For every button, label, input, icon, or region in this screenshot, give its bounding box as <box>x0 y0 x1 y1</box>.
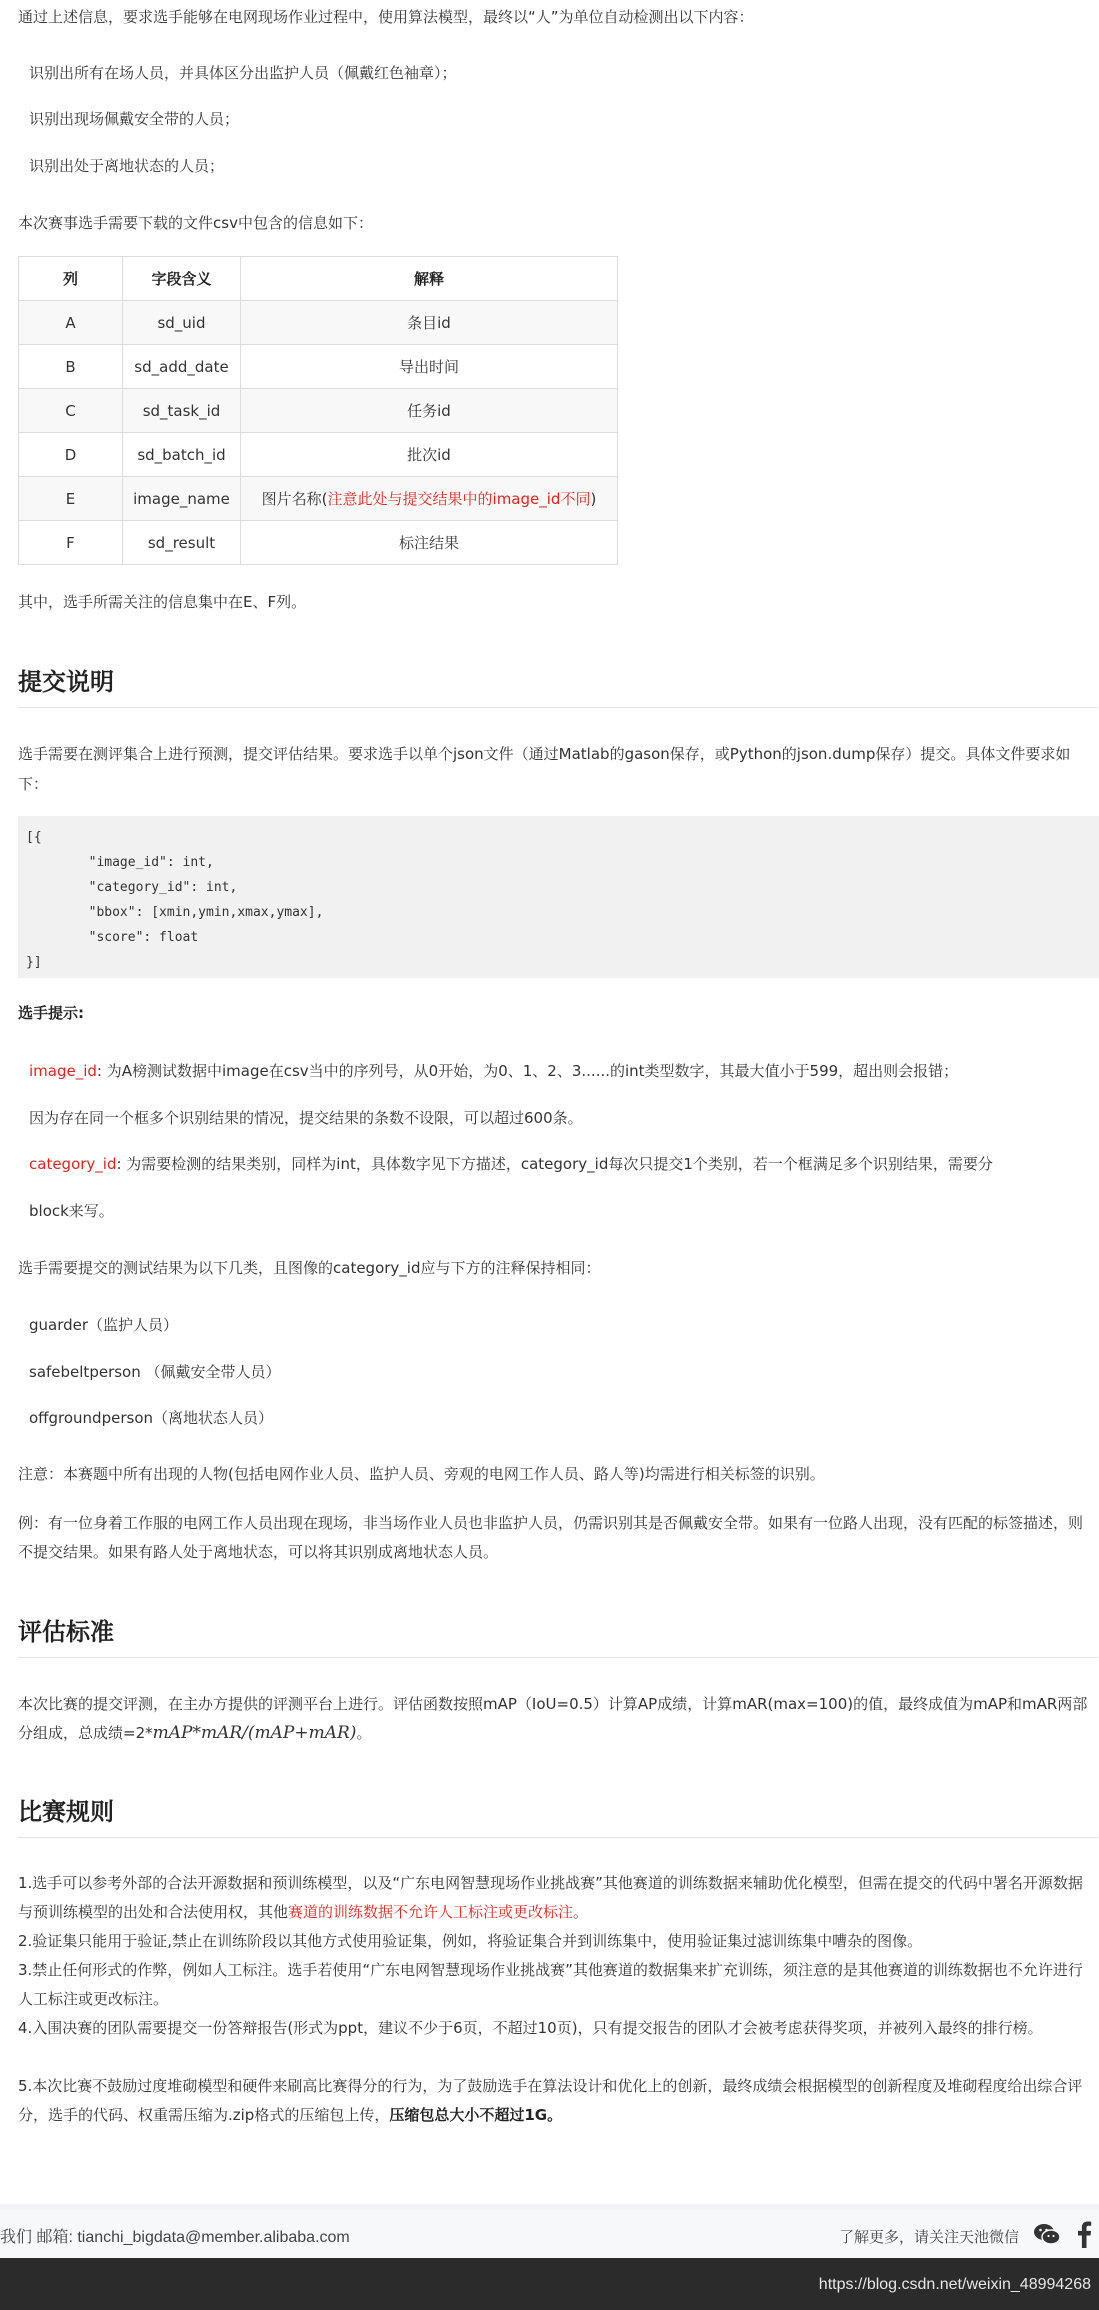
table-cell: 导出时间 <box>241 345 618 389</box>
category-id-text: : 为需要检测的结果类别，同样为int，具体数字见下方描述，category_id每次只提交1个类别，若一个框满足多个识别结果，需要分 <box>116 1155 993 1173</box>
table-cell: 批次id <box>241 433 618 477</box>
eval-paragraph <box>18 1690 1088 1748</box>
intro-item-1: 识别出所有在场人员，并具体区分出监护人员（佩戴红色袖章）； <box>29 64 457 82</box>
rule-1-end: 。 <box>573 1903 589 1921</box>
classes-intro: 选手需要提交的测试结果为以下几类，且图像的category_id应与下方的注释保持相同： <box>18 1259 601 1277</box>
table-cell: image_name <box>123 477 241 521</box>
image-id-text: : 为A榜测试数据中image在csv当中的序列号，从0开始，为0、1、2、3......的int类型数字，其最大值小于599，超出则会报错； <box>96 1062 959 1080</box>
table-cell-with-note <box>241 477 618 521</box>
class-item-offgroundperson: offgroundperson（离地状态人员） <box>29 1409 273 1427</box>
table-cell: sd_batch_id <box>123 433 241 477</box>
example-paragraph: 例：有一位身着工作服的电网工作人员出现在现场，非当场作业人员也非监护人员，仍需识别其是否佩戴安全带。如果有一位路人出现，没有匹配的标签描述，则不提交结果。如果有路人处于离地状态，可以将其识别成离地状态人员。 <box>18 1514 1084 1561</box>
table-cell: B <box>19 345 123 389</box>
note-paragraph: 注意：本赛题中所有出现的人物(包括电网作业人员、监护人员、旁观的电网工作人员、路人等)均需进行相关标签的识别。 <box>18 1465 825 1483</box>
rule-5 <box>18 2072 1088 2130</box>
table-header-cell: 列 <box>19 257 123 301</box>
table-cell: 标注结果 <box>241 521 618 565</box>
intro-line: 通过上述信息，要求选手能够在电网现场作业过程中，使用算法模型，最终以“人”为单位自动检测出以下内容： <box>18 8 754 26</box>
table-cell: 任务id <box>241 389 618 433</box>
eval-text: 本次比赛的提交评测，在主办方提供的评测平台上进行。评估函数按照mAP（IoU=0.5）计算AP成绩，计算mAR(max=100)的值，最终成值为mAP和mAR两部分组成，总成绩=2* <box>18 1695 1088 1742</box>
table-row <box>19 345 618 389</box>
submit-description: 选手需要在测评集合上进行预测，提交评估结果。要求选手以单个json文件（通过Matlab的gason保存，或Python的json.dump保存）提交。具体文件要求如下： <box>18 745 1071 793</box>
table-header-cell: 解释 <box>241 257 618 301</box>
rule-1-red: 赛道的训练数据不允许人工标注或更改标注 <box>288 1903 574 1921</box>
table-header-cell: 字段含义 <box>123 257 241 301</box>
rule-1 <box>18 1869 1088 1927</box>
wechat-icon[interactable] <box>1033 2222 1061 2246</box>
table-cell: F <box>19 521 123 565</box>
facebook-icon[interactable] <box>1075 2220 1093 2248</box>
site-footer <box>0 2210 1099 2258</box>
eval-heading: 评估标准 <box>18 1612 1098 1658</box>
after-table-note: 其中，选手所需关注的信息集中在E、F列。 <box>18 593 307 611</box>
table-cell: D <box>19 433 123 477</box>
rule-3: 3.禁止任何形式的作弊，例如人工标注。选手若使用“广东电网智慧现场作业挑战赛”其他赛道的数据集来扩充训练，须注意的是其他赛道的训练数据也不允许进行人工标注或更改标注。 <box>18 1961 1083 2008</box>
table-row <box>19 477 618 521</box>
image-id-key: image_id <box>29 1062 97 1080</box>
intro-item-2: 识别出现场佩戴安全带的人员； <box>29 110 240 128</box>
watermark-bar <box>0 2258 1099 2310</box>
json-code-block: [{ "image_id": int, "category_id": int, "bbox": [xmin,ymin,xmax,ymax], "score": float }] <box>18 816 1099 978</box>
table-cell-red-note: 注意此处与提交结果中的image_id不同 <box>327 490 591 508</box>
table-cell: 条目id <box>241 301 618 345</box>
class-item-guarder: guarder（监护人员） <box>29 1316 179 1334</box>
table-row <box>19 389 618 433</box>
table-row <box>19 301 618 345</box>
table-row <box>19 433 618 477</box>
class-item-safebeltperson: safebeltperson （佩戴安全带人员） <box>29 1363 281 1381</box>
category-id-tip-2: block来写。 <box>29 1202 114 1220</box>
category-id-key: category_id <box>29 1155 117 1173</box>
table-cell: sd_result <box>123 521 241 565</box>
rule-1-text: 1.选手可以参考外部的合法开源数据和预训练模型，以及“广东电网智慧现场作业挑战赛”其他赛道的训练数据来辅助优化模型，但需在提交的代码中署名开源数据与预训练模型的出处和合法使用权，其他 <box>18 1874 1083 1921</box>
rule-2: 2.验证集只能用于验证,禁止在训练阶段以其他方式使用验证集，例如，将验证集合并到训练集中，使用验证集过滤训练集中嘈杂的图像。 <box>18 1932 923 1950</box>
table-cell: sd_task_id <box>123 389 241 433</box>
rule-5-bold: 压缩包总大小不超过1G。 <box>389 2106 563 2124</box>
table-cell: E <box>19 477 123 521</box>
table-cell: sd_add_date <box>123 345 241 389</box>
csv-intro: 本次赛事选手需要下载的文件csv中包含的信息如下： <box>18 214 373 232</box>
category-id-tip <box>29 1152 1089 1176</box>
tips-title: 选手提示: <box>18 1004 84 1022</box>
table-cell-text: 图片名称( <box>261 490 328 508</box>
image-id-tip-2: 因为存在同一个框多个识别结果的情况，提交结果的条数不设限，可以超过600条。 <box>29 1109 583 1127</box>
table-cell: C <box>19 389 123 433</box>
table-cell: A <box>19 301 123 345</box>
table-header-row <box>19 257 618 301</box>
submit-heading: 提交说明 <box>18 662 1098 708</box>
table-cell: sd_uid <box>123 301 241 345</box>
eval-end: 。 <box>356 1724 372 1742</box>
watermark-url: https://blog.csdn.net/weixin_48994268 <box>818 2276 1091 2293</box>
csv-fields-table <box>18 256 618 565</box>
eval-formula: mAP*mAR/(mAP+mAR) <box>152 1723 357 1743</box>
table-row <box>19 521 618 565</box>
rule-5-text: 5.本次比赛不鼓励过度堆砌模型和硬件来刷高比赛得分的行为，为了鼓励选手在算法设计和优化上的创新，最终成绩会根据模型的创新程度及堆砌程度给出综合评分，选手的代码、权重需压缩为.zip格式的压缩包上传， <box>18 2077 1083 2124</box>
follow-wechat-text: 了解更多，请关注天池微信 <box>838 2229 1019 2246</box>
contact-email[interactable]: 我们 邮箱: tianchi_bigdata@member.alibaba.com <box>0 2229 350 2246</box>
rule-4: 4.入围决赛的团队需要提交一份答辩报告(形式为ppt，建议不少于6页，不超过10页)，只有提交报告的团队才会被考虑获得奖项，并被列入最终的排行榜。 <box>18 2019 1043 2037</box>
rules-heading: 比赛规则 <box>18 1792 1098 1838</box>
intro-item-3: 识别出处于离地状态的人员； <box>29 157 225 175</box>
table-cell-close-paren: ) <box>590 490 597 508</box>
image-id-tip <box>29 1059 958 1083</box>
